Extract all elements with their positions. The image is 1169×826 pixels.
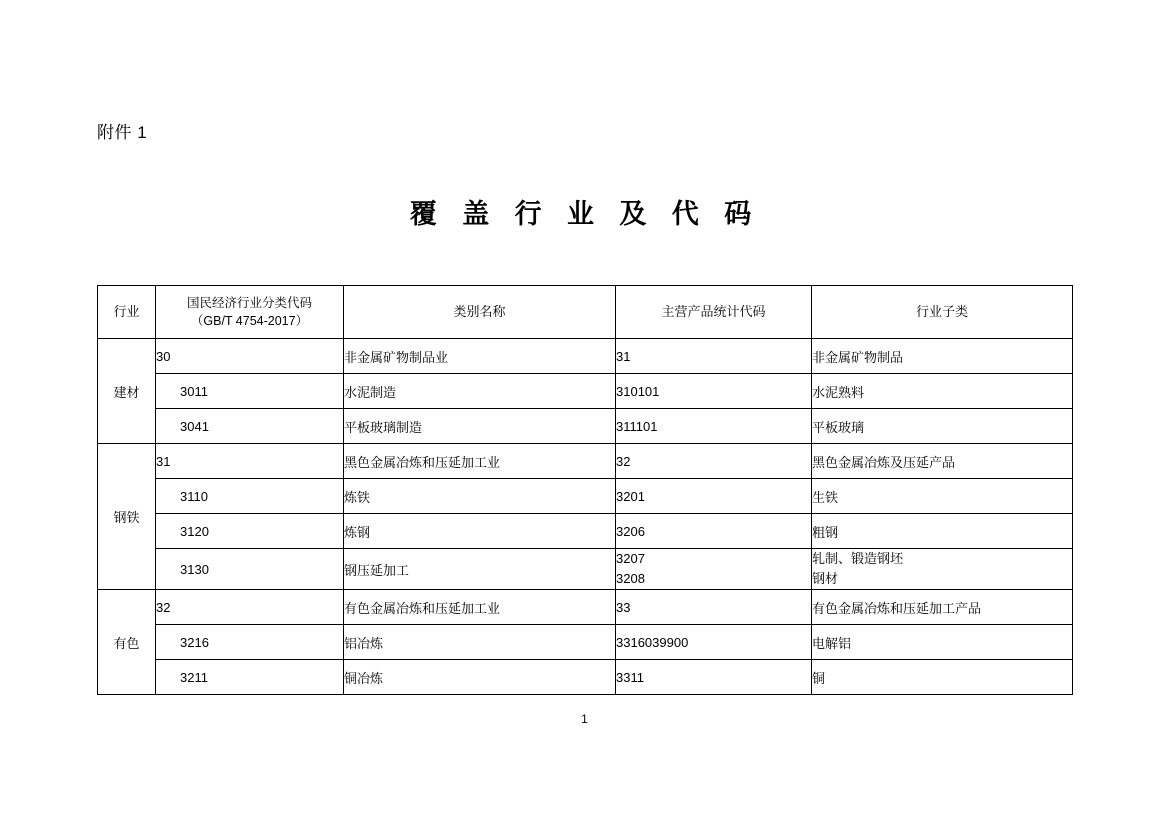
classification-code: 3041 [156,409,344,444]
subcategory-line-1: 轧制、锻造钢坯 [812,551,904,566]
table-body [98,339,1073,695]
table-row [98,339,1073,374]
product-code [616,549,812,590]
header-code-line-2: （GB/T 4754-2017） [190,314,309,328]
product-code-line-1: 3207 [616,551,645,566]
product-code: 3201 [616,479,812,514]
table-header [98,286,1073,339]
product-code: 310101 [616,374,812,409]
classification-code: 3130 [156,549,344,590]
table-row [98,660,1073,695]
industry-group-cell: 有色 [98,590,156,695]
industry-subcategory [812,549,1073,590]
page-number: 1 [581,712,588,726]
category-name: 铜冶炼 [344,660,616,695]
category-name: 平板玻璃制造 [344,409,616,444]
table-row [98,590,1073,625]
subcategory-line-2: 钢材 [812,571,839,587]
product-code: 3206 [616,514,812,549]
product-code: 33 [616,590,812,625]
table-header-industry: 行业 [98,286,156,339]
table-row [98,514,1073,549]
industry-group-cell: 钢铁 [98,444,156,590]
table-row [98,374,1073,409]
classification-code: 32 [156,590,344,625]
table-row [98,549,1073,590]
table-row [98,479,1073,514]
classification-code: 30 [156,339,344,374]
industry-subcategory: 水泥熟料 [812,374,1073,409]
industry-subcategory: 非金属矿物制品 [812,339,1073,374]
classification-code: 3011 [156,374,344,409]
industry-subcategory: 生铁 [812,479,1073,514]
coverage-industry-table [97,285,1073,695]
industry-subcategory: 平板玻璃 [812,409,1073,444]
classification-code: 3211 [156,660,344,695]
category-name: 炼钢 [344,514,616,549]
category-name: 钢压延加工 [344,549,616,590]
product-code: 3316039900 [616,625,812,660]
category-name: 水泥制造 [344,374,616,409]
product-code: 3311 [616,660,812,695]
table-header-subcategory: 行业子类 [812,286,1073,339]
category-name: 黑色金属冶炼和压延加工业 [344,444,616,479]
product-code: 311101 [616,409,812,444]
classification-code: 3216 [156,625,344,660]
industry-subcategory: 电解铝 [812,625,1073,660]
table-header-row [98,286,1073,339]
category-name: 铝冶炼 [344,625,616,660]
table-header-product-code: 主营产品统计代码 [616,286,812,339]
industry-subcategory: 铜 [812,660,1073,695]
classification-code: 3120 [156,514,344,549]
table-row [98,444,1073,479]
classification-code: 31 [156,444,344,479]
classification-code: 3110 [156,479,344,514]
page-title: 覆 盖 行 业 及 代 码 [409,199,760,230]
industry-subcategory: 有色金属冶炼和压延加工产品 [812,590,1073,625]
category-name: 炼铁 [344,479,616,514]
table-header-classification-code [156,286,344,339]
attachment-label: 附件 1 [97,123,148,142]
table-row [98,409,1073,444]
table-row [98,625,1073,660]
product-code: 32 [616,444,812,479]
product-code-line-2: 3208 [616,571,645,587]
industry-subcategory: 黑色金属冶炼及压延产品 [812,444,1073,479]
header-code-line-1: 国民经济行业分类代码 [186,295,312,310]
industry-group-cell: 建材 [98,339,156,444]
table-header-category-name: 类别名称 [344,286,616,339]
industry-subcategory: 粗钢 [812,514,1073,549]
category-name: 有色金属冶炼和压延加工业 [344,590,616,625]
product-code: 31 [616,339,812,374]
category-name: 非金属矿物制品业 [344,339,616,374]
